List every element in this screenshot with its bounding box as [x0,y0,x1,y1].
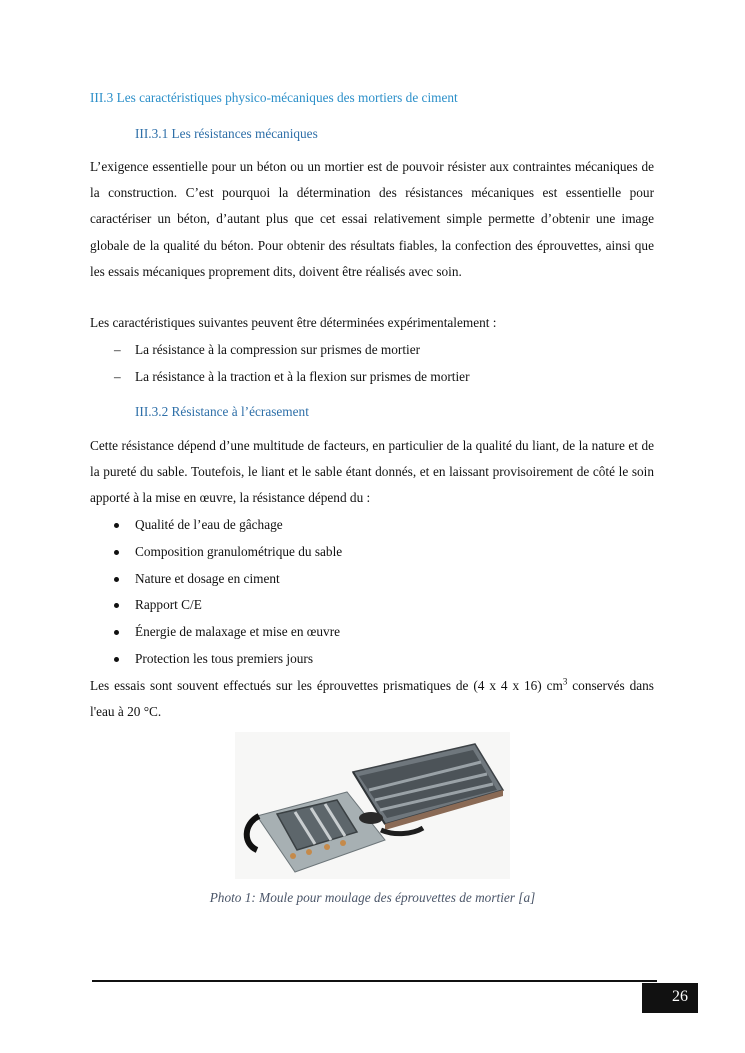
subsection-heading-2: III.3.2 Résistance à l’écrasement [135,404,309,419]
photo-caption: Photo 1: Moule pour moulage des éprouvettes de mortier [a] [209,890,536,905]
list-item: Qualité de l’eau de gâchage [90,512,342,539]
bullet-marker [114,603,119,608]
bullet-marker [114,657,119,662]
subsection-heading-1: III.3.1 Les résistances mécaniques [135,126,318,141]
dash-list [90,337,470,391]
list-item: Composition granulométrique du sable [90,539,342,566]
bullet-marker [114,550,119,555]
list-item: Énergie de malaxage et mise en œuvre [90,619,342,646]
bullet-marker [114,630,119,635]
list-item: – La résistance à la compression sur prismes de mortier [90,337,470,364]
footer-divider [92,980,657,982]
paragraph-crushing-resistance: Cette résistance dépend d’une multitude de facteurs, en particulier de la qualité du liant, de la nature et de la pureté du sable. Toutefois, le liant et le sable étant donnés, et en laissant provisoirement de côté le soin apporté à la mise en œuvre, la résistance dépend du : [90,438,654,506]
page-number: 26 [672,988,688,1005]
list-item: Rapport C/E [90,592,342,619]
list-intro: Les caractéristiques suivantes peuvent être déterminées expérimentalement : [90,315,497,330]
list-item: – La résistance à la traction et à la flexion sur prismes de mortier [90,364,470,391]
dash-marker: – [114,368,121,384]
bullet-marker [114,523,119,528]
bullet-list [90,512,342,673]
mortar-mould-photo [235,732,510,879]
section-heading: III.3 Les caractéristiques physico-mécaniques des mortiers de ciment [90,90,458,105]
paragraph-mechanical-resistance: L’exigence essentielle pour un béton ou un mortier est de pouvoir résister aux contraintes mécaniques de la construction. C’est pourquoi la détermination des résistances mécaniques est essentielle pour caractériser un béton, d’autant plus que cet essai relativement simple permette d’obtenir une image globale de la qualité du béton. Pour obtenir des résultats fiables, la confection des éprouvettes, ainsi que les essais mécaniques proprement dits, doivent être réalisés avec soin. [90,159,654,279]
closing-paragraph: Les essais sont souvent effectués sur les éprouvettes prismatiques de (4 x 4 x 16) $cm^3$ conservés dans l'eau à 20 °C. [90,676,654,720]
page-number-box [642,983,698,1013]
list-item: Nature et dosage en ciment [90,566,342,593]
mould-illustration [235,732,510,879]
dash-marker: – [114,342,121,357]
list-item: Protection les tous premiers jours [90,646,342,673]
bullet-marker [114,577,119,582]
